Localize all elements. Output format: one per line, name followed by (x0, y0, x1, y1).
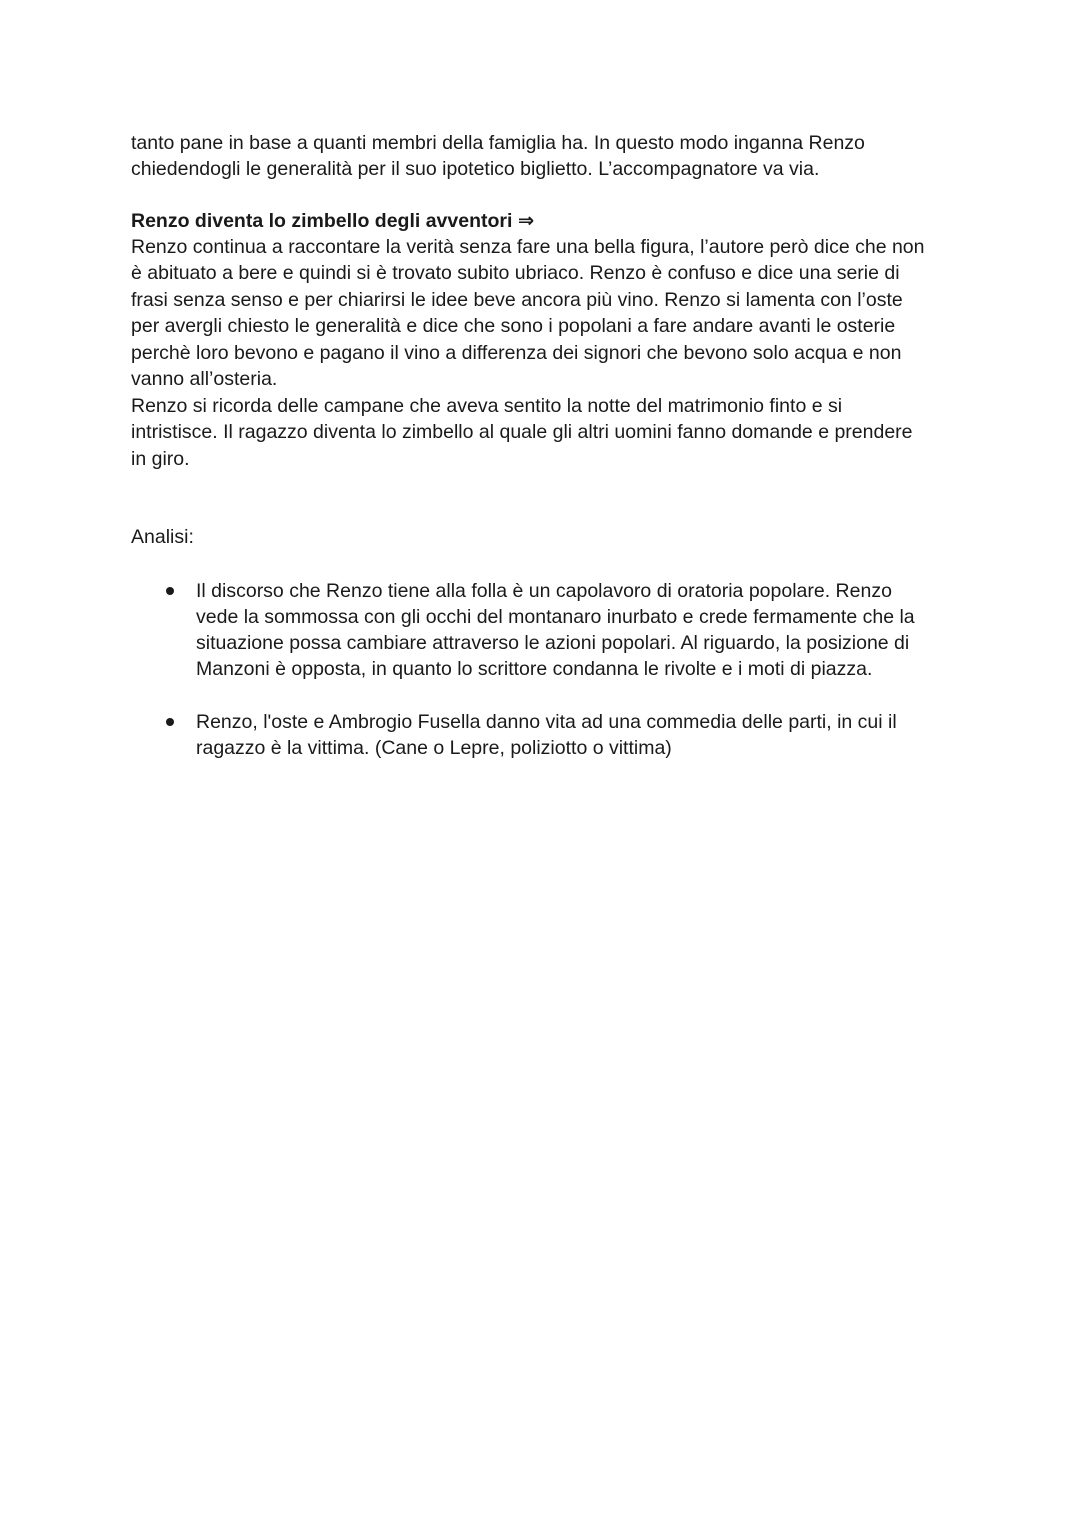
section-line: frasi senza senso e per chiarirsi le idee beve ancora più vino. Renzo si lamenta con l’oste (131, 289, 903, 311)
bullet-line: ragazzo è la vittima. (Cane o Lepre, poliziotto o vittima) (196, 737, 672, 759)
section-line: è abituato a bere e quindi si è trovato subito ubriaco. Renzo è confuso e dice una serie di (131, 262, 900, 284)
section-line: per avergli chiesto le generalità e dice che sono i popolani a fare andare avanti le osterie (131, 315, 896, 337)
bullet-icon (166, 718, 174, 726)
section-line: in giro. (131, 448, 190, 470)
bullet-icon (166, 587, 174, 595)
intro-line: chiedendogli le generalità per il suo ipotetico biglietto. L’accompagnatore va via. (131, 158, 820, 180)
section-heading: Renzo diventa lo zimbello degli avventori ⇒ (131, 210, 535, 232)
bullet-line: Manzoni è opposta, in quanto lo scrittore condanna le rivolte e i moti di piazza. (196, 658, 873, 680)
bullet-line: Il discorso che Renzo tiene alla folla è un capolavoro di oratoria popolare. Renzo (196, 580, 892, 602)
bullet-line: vede la sommossa con gli occhi del montanaro inurbato e crede fermamente che la (196, 606, 915, 628)
section-line: intristisce. Il ragazzo diventa lo zimbello al quale gli altri uomini fanno domande e prendere (131, 421, 913, 443)
section-line: perchè loro bevono e pagano il vino a differenza dei signori che bevono solo acqua e non (131, 342, 902, 364)
section-line: Renzo si ricorda delle campane che aveva sentito la notte del matrimonio finto e si (131, 395, 843, 417)
section-line: Renzo continua a raccontare la verità senza fare una bella figura, l’autore però dice che non (131, 236, 925, 258)
bullet-line: Renzo, l'oste e Ambrogio Fusella danno vita ad una commedia delle parti, in cui il (196, 711, 897, 733)
section-line: vanno all’osteria. (131, 368, 278, 390)
bullet-line: situazione possa cambiare attraverso le azioni popolari. Al riguardo, la posizione di (196, 632, 910, 654)
analysis-label: Analisi: (131, 526, 194, 548)
intro-line: tanto pane in base a quanti membri della famiglia ha. In questo modo inganna Renzo (131, 132, 865, 154)
